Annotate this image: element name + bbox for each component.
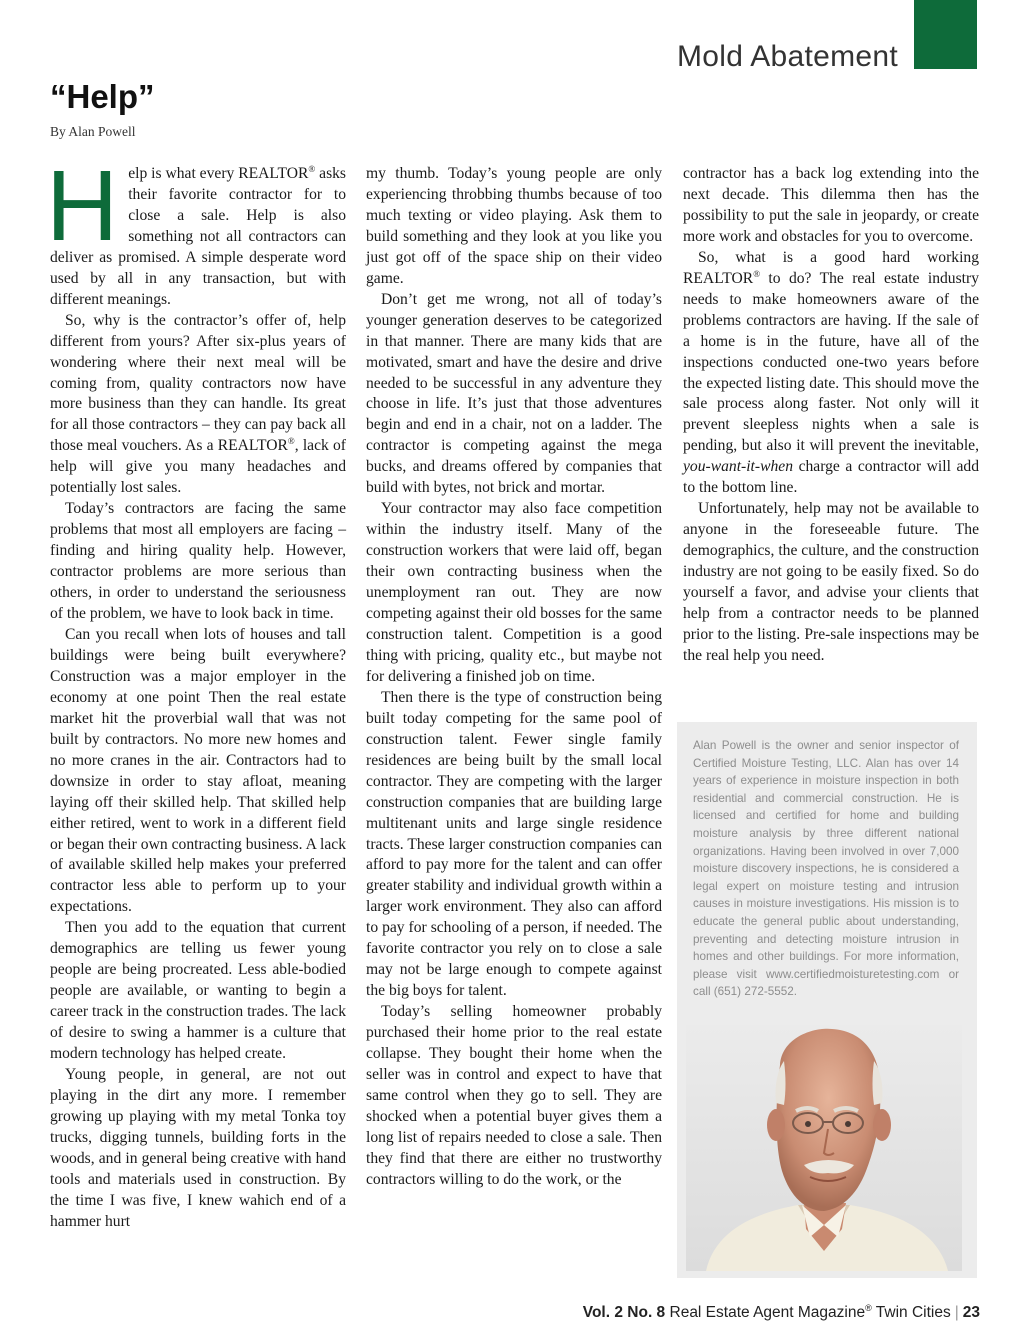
issue-volume: Vol. 2 No. 8 [582, 1304, 666, 1321]
author-bio-box [677, 722, 977, 1278]
paragraph: Young people, in general, are not out playing in the dirt any more. I remember growing up playing with my metal Tonka toy trucks, digging tunnels, building forts in the woods, and in general being creative with hand tools and materials used in construction. By the time I was five, I knew wahich end of a hammer hurt [50, 1065, 346, 1230]
magazine-name: Real Estate Agent Magazine [669, 1304, 866, 1321]
article-column-1 [46, 150, 347, 1233]
paragraph: Help is what every REALTOR® asks their favorite contractor for to close a sale. Help is also something not all contractors can deliver as promised. A simple desperate word used by all in any transaction, but with different meanings. [46, 150, 347, 308]
paragraph: So, why is the contractor’s offer of, help different from yours? After six-plus years of wondering where their next meal will be coming from, quality contractors now have more business than they can handle. Its great for all those contractors – they can pay back all those meal vouchers. As a REALTOR®, lack of help will give you many headaches and potentially lost sales. [50, 311, 346, 497]
paragraph: my thumb. Today’s young people are only experiencing throbbing thumbs because of too much texting or video playing. Ask them to build something and they look at you like you just got off of the space ship on their video game. [366, 165, 662, 287]
byline: By Alan Powell [50, 124, 136, 139]
section-label: Mold Abatement [677, 40, 898, 73]
section-color-tab [914, 0, 977, 69]
paragraph: Then you add to the equation that current demographics are telling us fewer young people are being procreated. Less able-bodied people are available, or wanting to begin a career track in the construction trades. The lack of desire to swing a hammer is a culture that modern technology has helped create. [50, 919, 346, 1063]
footer-separator: | [954, 1304, 959, 1321]
magazine-city: Twin Cities [875, 1304, 951, 1321]
article-column-2 [366, 164, 662, 1191]
paragraph: Your contractor may also face competition within the industry itself. Many of the construction workers that were laid off, began their own contracting business when the unemployment ran out. They are now competing against their old bosses for the same construction talent. Competition is a good thing with pricing, quality etc., but maybe not for delivering a finished job on time. [366, 500, 662, 685]
paragraph: So, what is a good hard working REALTOR® to do? The real estate industry needs to make homeowners aware of the problems contractors are having. If the sale of a home is in the future, have all of the inspections conducted one-two years before the expected listing date. This should move the sale process along faster. Not only will it prevent sleepless nights when a sale is pending, but also it will prevent the inevitable, you-want-it-when charge a contractor will add to the bottom line. [683, 248, 979, 497]
author-bio: Alan Powell is the owner and senior inspector of Certified Moisture Testing, LLC. Alan has over 14 years of experience in moisture inspection in both residential and commercial construction. He is licensed and certified for home and building moisture analysis by three different national organizations. Having been involved in over 7,000 moisture discovery inspections, he is considered a legal expert on moisture testing and intrusion causes in moisture investigations. His mission is to educate the general public about understanding, preventing and detecting moisture intrusion in homes and other buildings. For more information, please visit www.certifiedmoisturetesting.com or call (651) 272-5552. [693, 739, 959, 999]
article-column-3 [683, 164, 979, 667]
page-number: 23 [962, 1304, 980, 1321]
author-photo [686, 1025, 962, 1271]
paragraph: Don’t get me wrong, not all of today’s younger generation deserves to be categorized in that manner. There are many kids that are motivated, smart and have the desire and drive needed to be successful in any adventure they choose in life. It’s just that those adventures begin and end in a chair, not on a ladder. The contractor is competing against the mega bucks, and dreams offered by companies that build with bytes, not brick and mortar. [366, 290, 662, 497]
author-photo-illustration [686, 1025, 962, 1271]
drop-cap: H [46, 150, 119, 262]
paragraph: Today’s contractors are facing the same problems that most all employers are facing – finding and hiring quality help. However, contractor problems are more serious than others, in order to understand the seriousness of the problem, we have to look back in time. [50, 500, 346, 623]
page-footer: Vol. 2 No. 8 Real Estate Agent Magazine® Twin Cities | 23 [582, 1303, 980, 1321]
paragraph: Today’s selling homeowner probably purchased their home prior to the real estate collapse. They bought their home when the seller was in control and expect to have that same control when they go to sell. They are shocked when a potential buyer gives them a long list of repairs needed to close a sale. Then they find that there are either no trustworthy contractors willing to do the work, or the [366, 1003, 662, 1188]
paragraph: Unfortunately, help may not be available to anyone in the foreseeable future. The demographics, the culture, and the construction industry are not going to be easily fixed. So do yourself a favor, and advise your clients that help from a contractor needs to be planned prior to the listing. Pre-sale inspections may be the real help you need. [683, 500, 979, 664]
paragraph: Can you recall when lots of houses and tall buildings were being built everywhere? Construction was a major employer in the economy at one point Then the real estate market hit the proverbial wall that was not built by contractors. No more new homes and no more cranes in the air. Contractors had to downsize in order to stay afloat, meaning laying off their skilled help. That skilled help either retired, went to work in a different field or began their own contracting business. A lack of available skilled help makes your preferred contractor less able to perform up to your expectations. [50, 625, 346, 916]
article-title: “Help” [50, 78, 155, 115]
paragraph: contractor has a back log extending into the next decade. This dilemma then has the possibility to put the sale in jeopardy, or create more work and obstacles for you to overcome. [683, 165, 979, 245]
paragraph: Then there is the type of construction being built today competing for the same pool of construction talent. Fewer single family residences are being built by the small local contractor. They are competing with the larger construction companies that are building large multitenant units and large single residence tracts. These larger construction companies can afford to pay more for the talent and can offer greater stability and individual growth within a larger work environment. They also can afford to pay for schooling of a person, if needed. The favorite contractor you rely on to close a sale may not be large enough to compete against the big boys for talent. [366, 688, 662, 1000]
